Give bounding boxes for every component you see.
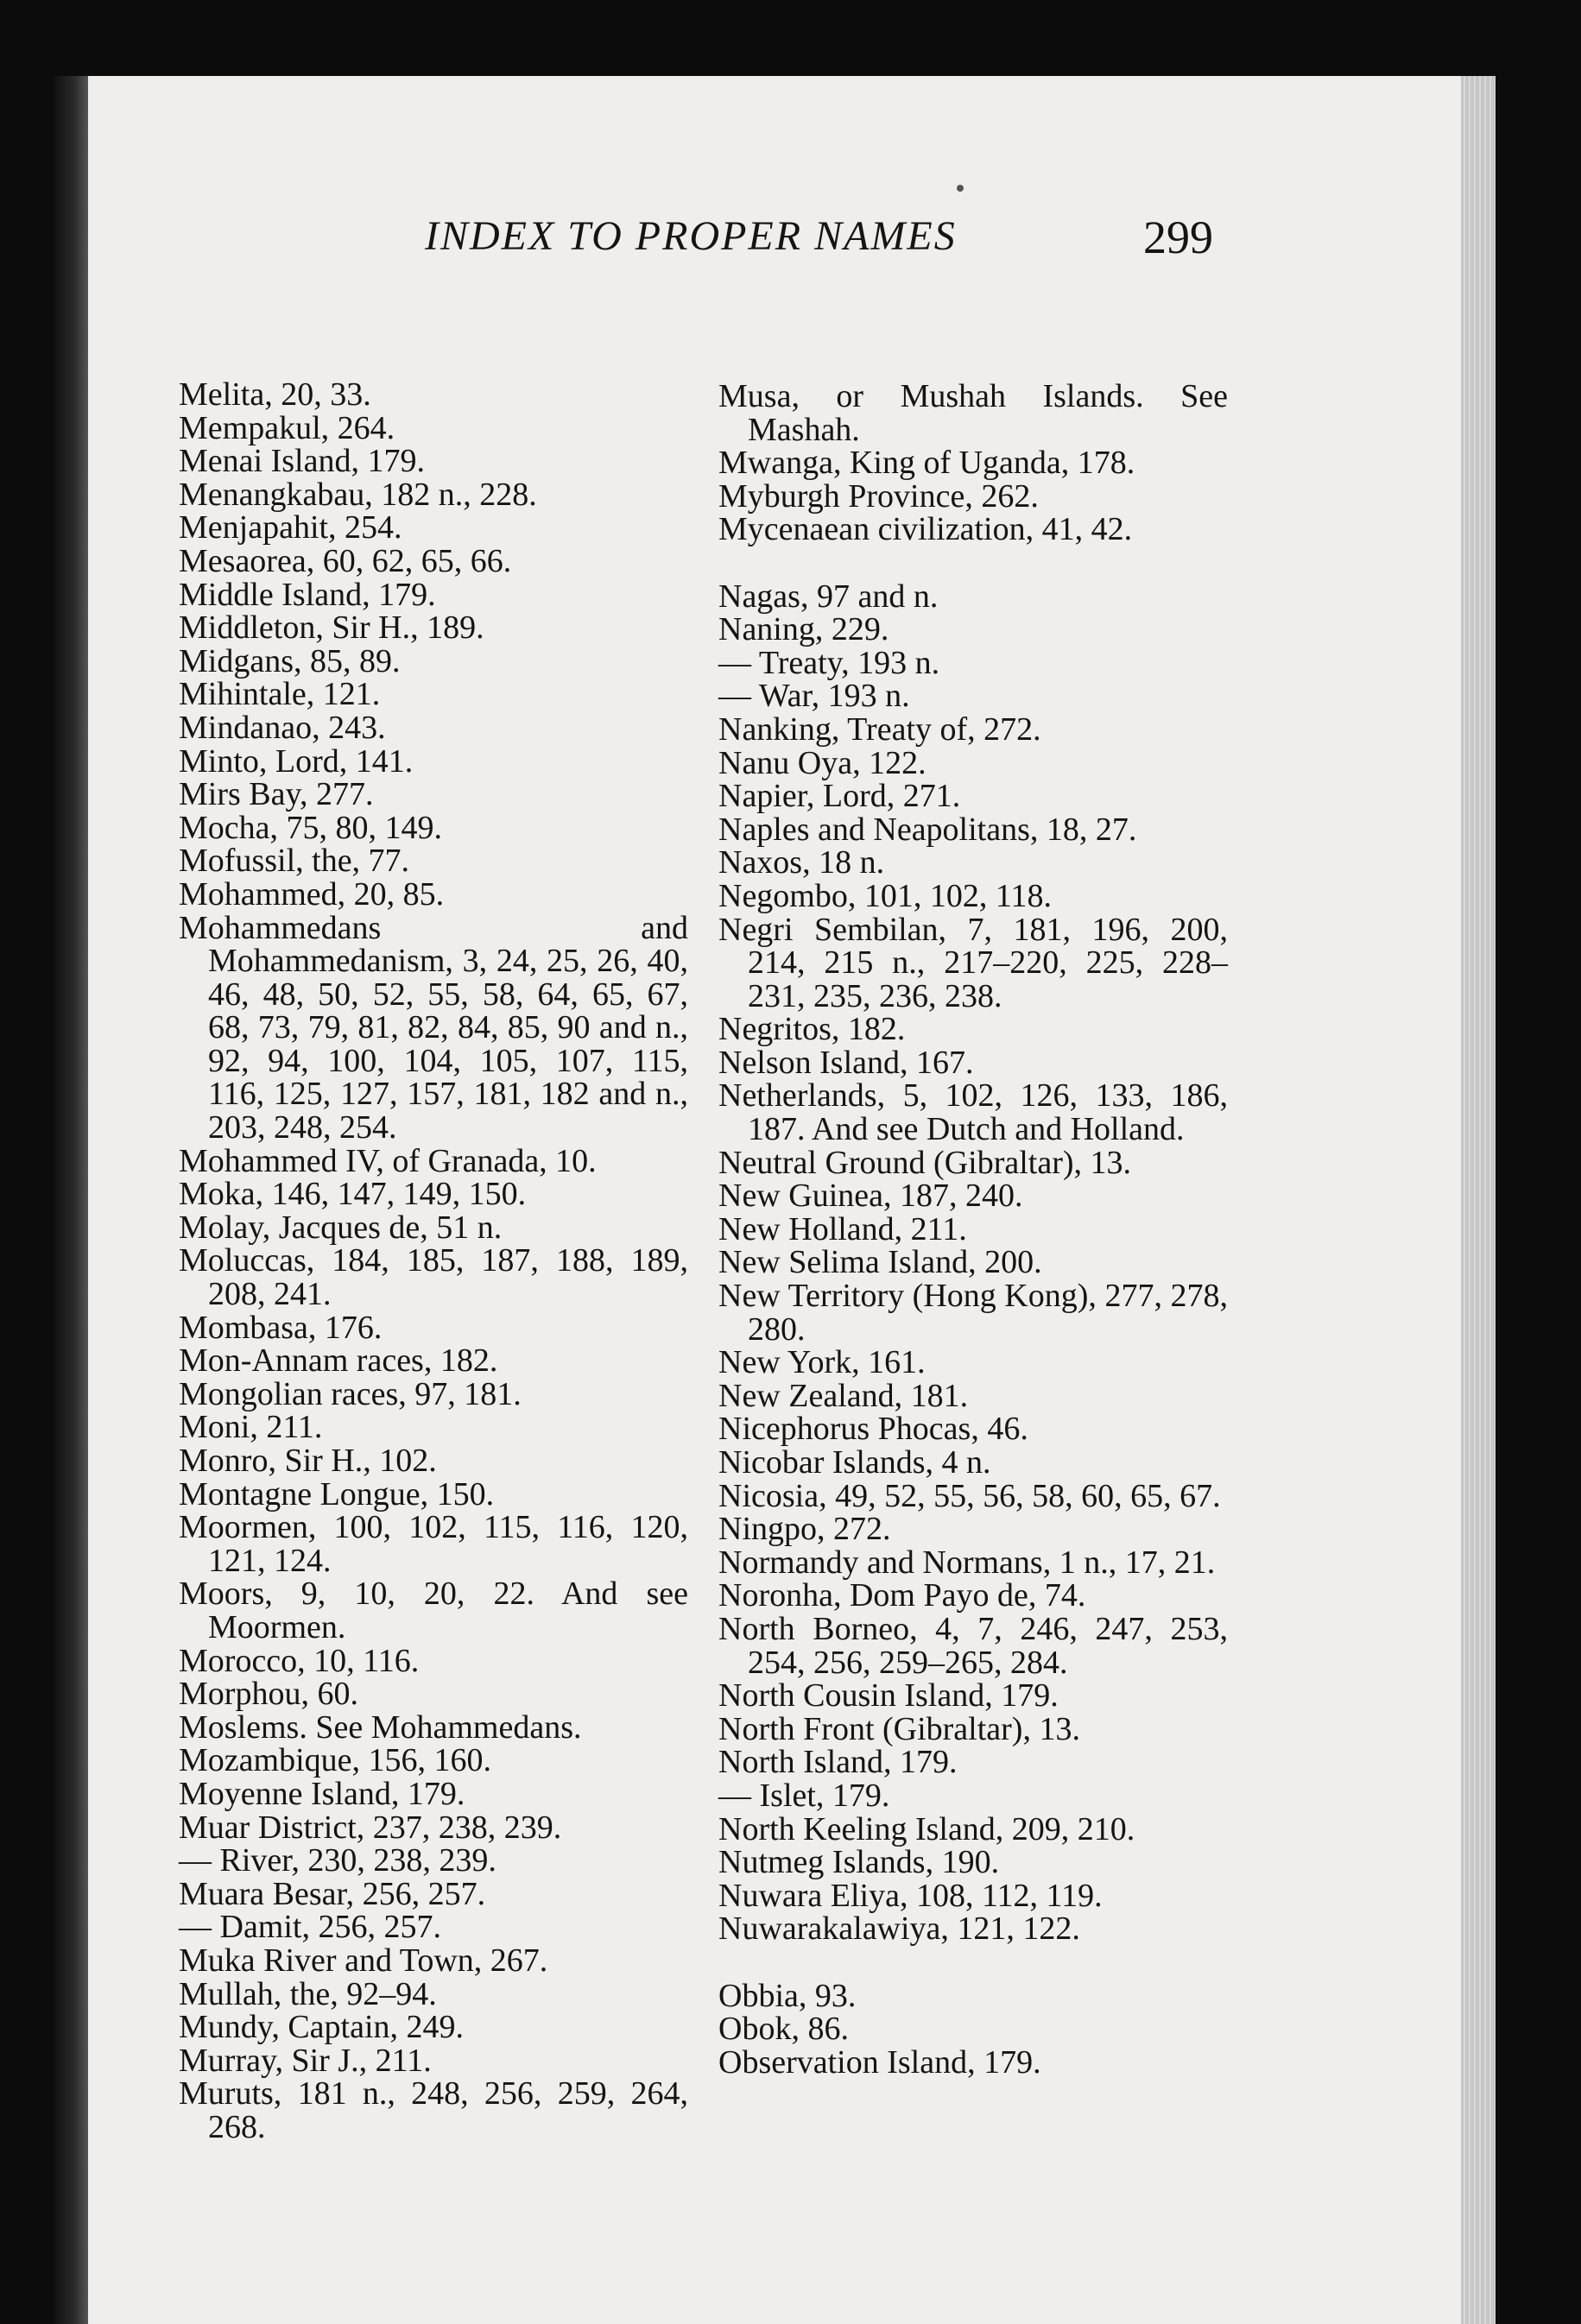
print-speck bbox=[957, 185, 964, 192]
index-entry: Mihintale, 121. bbox=[179, 676, 381, 713]
index-entry: — Treaty, 193 n. bbox=[718, 644, 940, 681]
index-entry: New Holland, 211. bbox=[718, 1210, 967, 1247]
index-entry: New Selima Island, 200. bbox=[718, 1244, 1042, 1281]
index-entry: Midgans, 85, 89. bbox=[179, 642, 401, 679]
index-entry: Nuwara Eliya, 108, 112, 119. bbox=[718, 1877, 1103, 1914]
index-entry: Naxos, 18 n. bbox=[718, 844, 885, 881]
index-entry: Negritos, 182. bbox=[718, 1011, 906, 1048]
index-entry: Nagas, 97 and n. bbox=[718, 578, 939, 615]
index-entry: Mwanga, King of Uganda, 178. bbox=[718, 445, 1135, 482]
index-entry: Negri Sembilan, 7, 181, 196, 200, 214, 215 n., 217–220, 225, 228–231, 235, 236, 238. bbox=[718, 911, 1228, 1014]
index-entry: Mocha, 75, 80, 149. bbox=[179, 809, 443, 846]
index-entry: Obbia, 93. bbox=[718, 1977, 857, 2014]
index-entry: Negombo, 101, 102, 118. bbox=[718, 877, 1052, 914]
index-entry: Muara Besar, 256, 257. bbox=[179, 1875, 486, 1912]
index-entry: Monro, Sir H., 102. bbox=[179, 1443, 437, 1479]
index-entry: North Island, 179. bbox=[718, 1744, 958, 1781]
index-entry: Montagne Longue, 150. bbox=[179, 1475, 495, 1512]
index-entry: Musa, or Mushah Islands. See Mashah. bbox=[718, 378, 1228, 448]
index-entry: Moka, 146, 147, 149, 150. bbox=[179, 1176, 527, 1213]
index-entry: Menjapahit, 254. bbox=[179, 509, 402, 546]
index-entry: Muar District, 237, 238, 239. bbox=[179, 1809, 562, 1846]
index-entry: Observation Island, 179. bbox=[718, 2043, 1041, 2081]
index-entry: Morocco, 10, 116. bbox=[179, 1642, 420, 1679]
index-entry: New Territory (Hong Kong), 277, 278, 280. bbox=[718, 1278, 1228, 1348]
index-entry: Mesaorea, 60, 62, 65, 66. bbox=[179, 542, 512, 579]
index-entry: — Damit, 256, 257. bbox=[179, 1909, 441, 1946]
index-entry: Mofussil, the, 77. bbox=[179, 843, 410, 880]
index-entry: Nicosia, 49, 52, 55, 56, 58, 60, 65, 67. bbox=[718, 1477, 1221, 1514]
index-entry: Minto, Lord, 141. bbox=[179, 742, 414, 780]
index-entry: Moyenne Island, 179. bbox=[179, 1775, 465, 1812]
index-entry: Nutmeg Islands, 190. bbox=[718, 1844, 1000, 1881]
index-entry: Mozambique, 156, 160. bbox=[179, 1742, 492, 1779]
index-entry: Menangkabau, 182 n., 228. bbox=[179, 476, 537, 513]
index-entry: Mon-Annam races, 182. bbox=[179, 1342, 498, 1380]
index-entry: Myburgh Province, 262. bbox=[718, 477, 1039, 515]
index-column-left bbox=[179, 378, 688, 2144]
index-entry: Nicobar Islands, 4 n. bbox=[718, 1444, 991, 1481]
index-entry: Nanking, Treaty of, 272. bbox=[718, 710, 1041, 748]
index-entry: Nuwarakalawiya, 121, 122. bbox=[718, 1910, 1080, 1948]
index-entry: Menai Island, 179. bbox=[179, 443, 425, 480]
index-entry: Naples and Neapolitans, 18, 27. bbox=[718, 811, 1137, 848]
index-entry: Melita, 20, 33. bbox=[179, 376, 371, 413]
index-entry: Middle Island, 179. bbox=[179, 576, 436, 613]
index-entry: Netherlands, 5, 102, 126, 133, 186, 187. And see Dutch and Holland. bbox=[718, 1077, 1228, 1148]
index-entry: Napier, Lord, 271. bbox=[718, 778, 961, 815]
index-entry: New York, 161. bbox=[718, 1344, 926, 1381]
index-entry: Mempakul, 264. bbox=[179, 409, 395, 446]
index-entry: Mundy, Captain, 249. bbox=[179, 2009, 465, 2046]
index-entry: North Front (Gibraltar), 13. bbox=[718, 1710, 1080, 1747]
index-entry: Morphou, 60. bbox=[179, 1676, 358, 1713]
index-entry: Moors, 9, 10, 20, 22. And see Moormen. bbox=[179, 1576, 688, 1645]
index-entry: Mombasa, 176. bbox=[179, 1309, 383, 1346]
index-entry: Mirs Bay, 277. bbox=[179, 776, 374, 813]
book-binding-shadow bbox=[54, 76, 88, 2324]
index-entry: Mohammed IV, of Granada, 10. bbox=[179, 1142, 597, 1179]
index-entry: Moormen, 100, 102, 115, 116, 120, 121, 124. bbox=[179, 1509, 688, 1579]
index-entry: North Keeling Island, 209, 210. bbox=[718, 1810, 1135, 1847]
index-column-right bbox=[718, 380, 1228, 2079]
index-entry: Molay, Jacques de, 51 n. bbox=[179, 1209, 503, 1246]
index-entry: New Zealand, 181. bbox=[718, 1377, 969, 1414]
index-entry: Mullah, the, 92–94. bbox=[179, 1975, 437, 2012]
page-edge-stack bbox=[1461, 76, 1496, 2324]
index-entry: North Cousin Island, 179. bbox=[718, 1677, 1059, 1715]
index-entry: Ningpo, 272. bbox=[718, 1511, 891, 1548]
index-entry: Mindanao, 243. bbox=[179, 709, 386, 746]
page-number: 299 bbox=[1143, 212, 1213, 263]
index-entry: Nanu Oya, 122. bbox=[718, 744, 926, 781]
index-entry: Middleton, Sir H., 189. bbox=[179, 609, 484, 647]
index-entry: Moluccas, 184, 185, 187, 188, 189, 208, 241. bbox=[179, 1242, 688, 1313]
index-entry: North Borneo, 4, 7, 246, 247, 253, 254, 256, 259–265, 284. bbox=[718, 1610, 1228, 1681]
index-entry: Normandy and Normans, 1 n., 17, 21. bbox=[718, 1544, 1216, 1581]
running-header-title: INDEX TO PROPER NAMES bbox=[425, 213, 957, 259]
index-entry: — War, 193 n. bbox=[718, 678, 910, 715]
index-entry: Nicephorus Phocas, 46. bbox=[718, 1411, 1028, 1448]
index-entry: Nelson Island, 167. bbox=[718, 1044, 974, 1081]
index-entry: Neutral Ground (Gibraltar), 13. bbox=[718, 1144, 1132, 1181]
index-entry: Obok, 86. bbox=[718, 2011, 849, 2048]
index-entry: Moni, 211. bbox=[179, 1409, 323, 1446]
index-entry: Muka River and Town, 267. bbox=[179, 1942, 548, 1979]
index-entry: Mycenaean civilization, 41, 42. bbox=[718, 511, 1133, 548]
index-entry: Murray, Sir J., 211. bbox=[179, 2042, 432, 2079]
index-entry: — River, 230, 238, 239. bbox=[179, 1842, 496, 1879]
index-entry: Muruts, 181 n., 248, 256, 259, 264, 268. bbox=[179, 2075, 688, 2145]
book-page bbox=[88, 76, 1461, 2324]
index-entry: — Islet, 179. bbox=[718, 1777, 890, 1814]
index-entry: Naning, 229. bbox=[718, 611, 889, 648]
index-entry: Mohammed, 20, 85. bbox=[179, 875, 445, 913]
index-entry: Noronha, Dom Payo de, 74. bbox=[718, 1577, 1086, 1614]
index-entry: New Guinea, 187, 240. bbox=[718, 1178, 1023, 1215]
index-entry: Mohammedans and Mohammedanism, 3, 24, 25, 26, 40, 46, 48, 50, 52, 55, 58, 64, 65, 67, 68, 73, 79, 81, 82, 84, 85, 90 and n., 92, 94, 100, 104, 105, 107, 115, 116, 125, 127, 157, 181, 182 and n., 203, 248, 254. bbox=[179, 909, 688, 1146]
index-entry: Moslems. See Mohammedans. bbox=[179, 1708, 582, 1746]
index-entry: Mongolian races, 97, 181. bbox=[179, 1375, 522, 1412]
